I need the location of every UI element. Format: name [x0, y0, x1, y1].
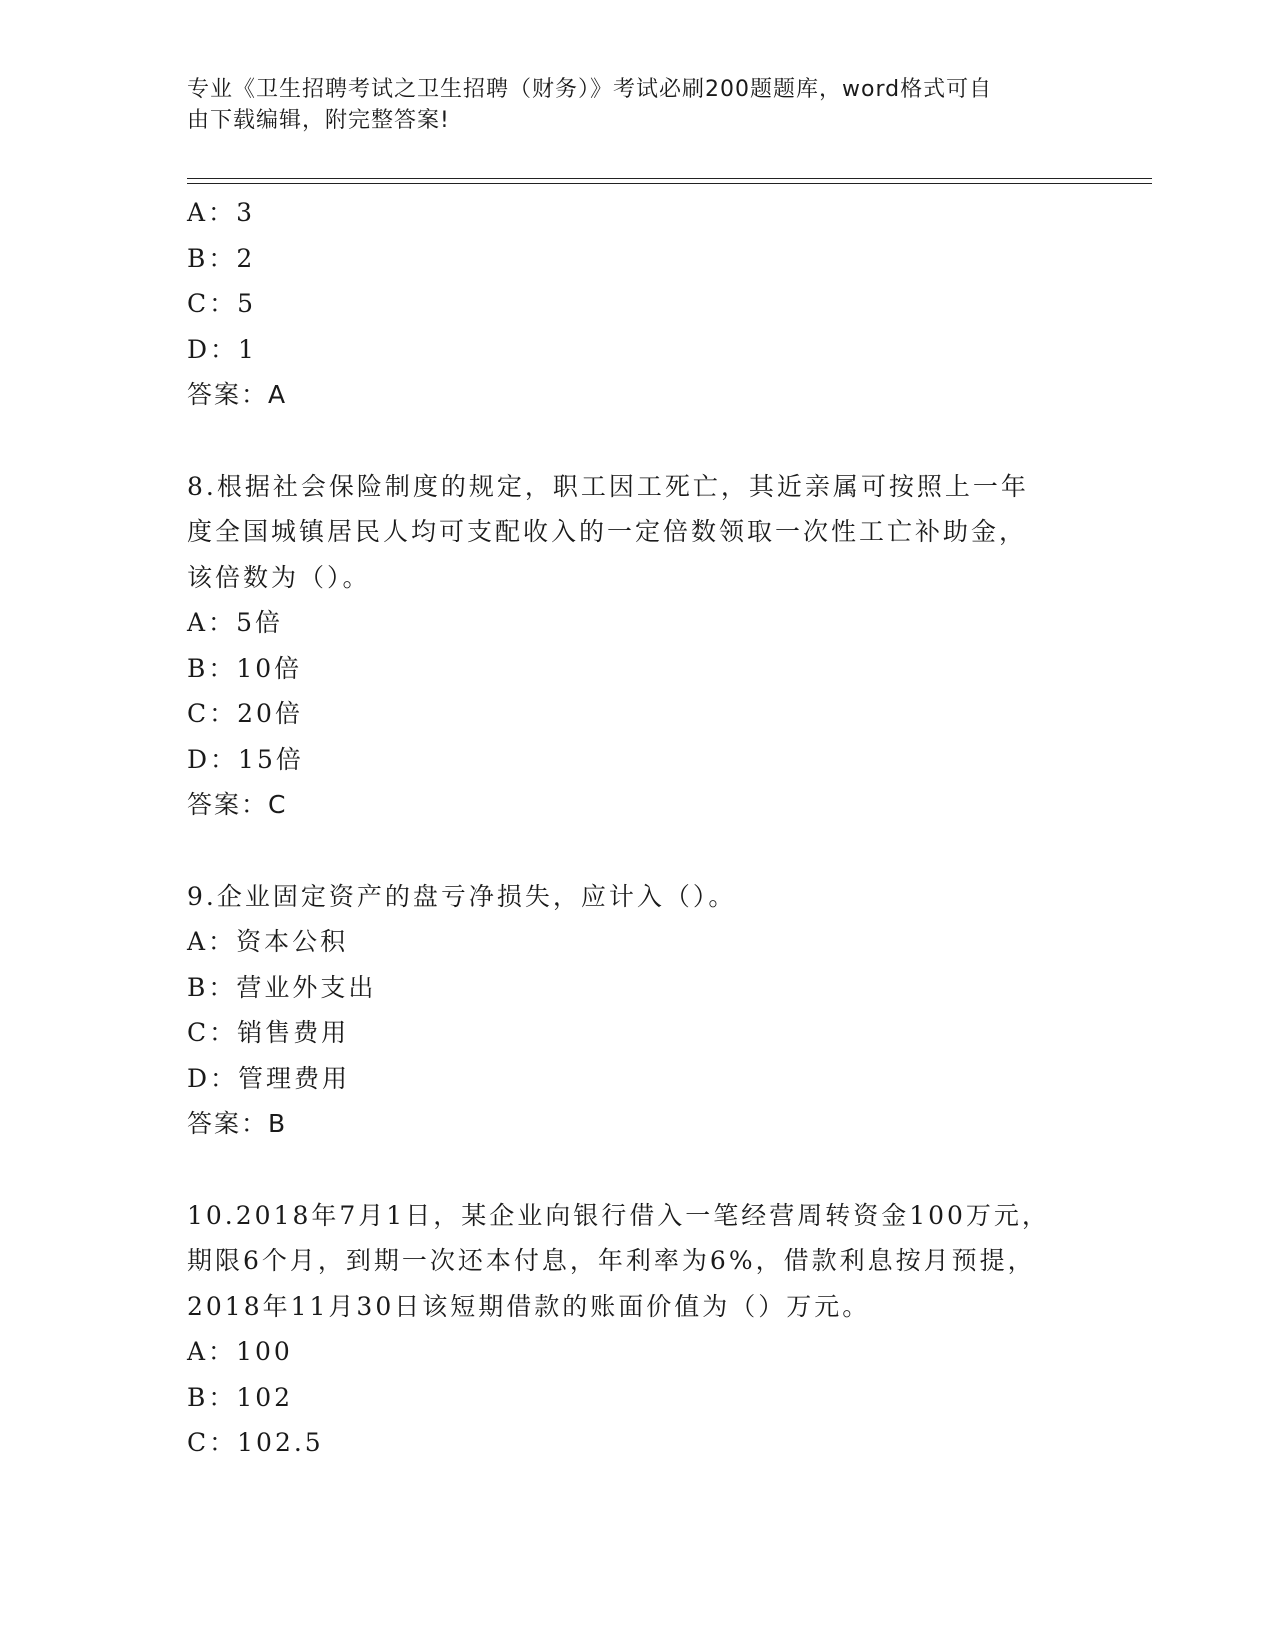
option-c: [187, 1010, 1087, 1056]
question-stem-line: 10.2018年7月1日，某企业向银行借入一笔经营周转资金100万元，: [187, 1200, 1050, 1230]
question-stem-line: 该倍数为（）。: [187, 562, 371, 592]
option-c: [187, 1420, 1087, 1466]
option-d: [187, 1056, 1087, 1102]
option-a: [187, 1329, 1087, 1375]
option-value: 3: [236, 198, 255, 227]
option-value: 资本公积: [236, 927, 349, 956]
question-stem-line: 8.根据社会保险制度的规定，职工因工死亡，其近亲属可按照上一年: [187, 471, 1029, 501]
option-value: 5: [237, 289, 257, 318]
option-value: 1: [238, 334, 257, 364]
option-key: D：: [187, 744, 239, 774]
option-key: C：: [187, 289, 238, 318]
option-key: C：: [187, 1018, 238, 1047]
question-list: [187, 190, 1087, 1466]
answer-line: 答案：B: [187, 1109, 288, 1138]
option-value: 15倍: [238, 744, 304, 774]
option-c: [187, 691, 1087, 737]
option-b: [187, 646, 1087, 692]
question-8: [187, 464, 1087, 828]
option-a: [187, 919, 1087, 965]
option-value: 102: [236, 1382, 294, 1412]
answer-line: 答案：A: [187, 380, 288, 409]
option-value: 管理费用: [238, 1063, 351, 1093]
document-header: [187, 74, 1067, 136]
option-value: 10倍: [236, 653, 303, 683]
option-b: [187, 965, 1087, 1011]
question-10: [187, 1193, 1087, 1466]
option-key: C：: [187, 699, 238, 728]
option-key: B：: [187, 972, 237, 1002]
option-d: [187, 327, 1087, 373]
question-7: [187, 190, 1087, 418]
option-value: 销售费用: [237, 1018, 350, 1047]
question-stem-line: 度全国城镇居民人均可支配收入的一定倍数领取一次性工亡补助金，: [187, 517, 1028, 546]
spacer: [187, 1147, 1087, 1193]
option-value: 2: [236, 243, 256, 273]
option-key: A：: [187, 927, 237, 956]
question-stem-line: 9.企业固定资产的盘亏净损失，应计入（）。: [187, 881, 737, 911]
option-a: [187, 600, 1087, 646]
header-divider-top: [187, 178, 1152, 179]
option-key: B：: [187, 1382, 237, 1412]
option-key: D：: [187, 1063, 239, 1093]
option-key: A：: [187, 608, 237, 637]
option-a: [187, 190, 1087, 236]
option-key: A：: [187, 198, 237, 227]
question-stem-line: 期限6个月，到期一次还本付息，年利率为6%，借款利息按月预提，: [187, 1246, 1036, 1275]
option-key: C：: [187, 1428, 238, 1457]
spacer: [187, 418, 1087, 464]
option-value: 5倍: [236, 608, 283, 637]
option-d: [187, 737, 1087, 783]
option-value: 营业外支出: [236, 972, 377, 1002]
answer-line: 答案：C: [187, 790, 288, 819]
question-stem-line: 2018年11月30日该短期借款的账面价值为（）万元。: [187, 1291, 871, 1321]
header-line-2: 由下载编辑，附完整答案!: [187, 108, 450, 133]
option-key: B：: [187, 653, 237, 683]
option-key: D：: [187, 334, 239, 364]
option-key: A：: [187, 1337, 237, 1366]
option-b: [187, 236, 1087, 282]
spacer: [187, 828, 1087, 874]
option-value: 20倍: [237, 699, 303, 728]
header-line-1: 专业《卫生招聘考试之卫生招聘（财务）》考试必刷200题题库，word格式可自: [187, 77, 993, 102]
option-value: 102.5: [237, 1428, 324, 1457]
option-c: [187, 281, 1087, 327]
option-value: 100: [236, 1337, 293, 1366]
option-b: [187, 1375, 1087, 1421]
question-9: [187, 874, 1087, 1147]
option-key: B：: [187, 243, 237, 273]
header-divider-bottom: [187, 183, 1152, 184]
